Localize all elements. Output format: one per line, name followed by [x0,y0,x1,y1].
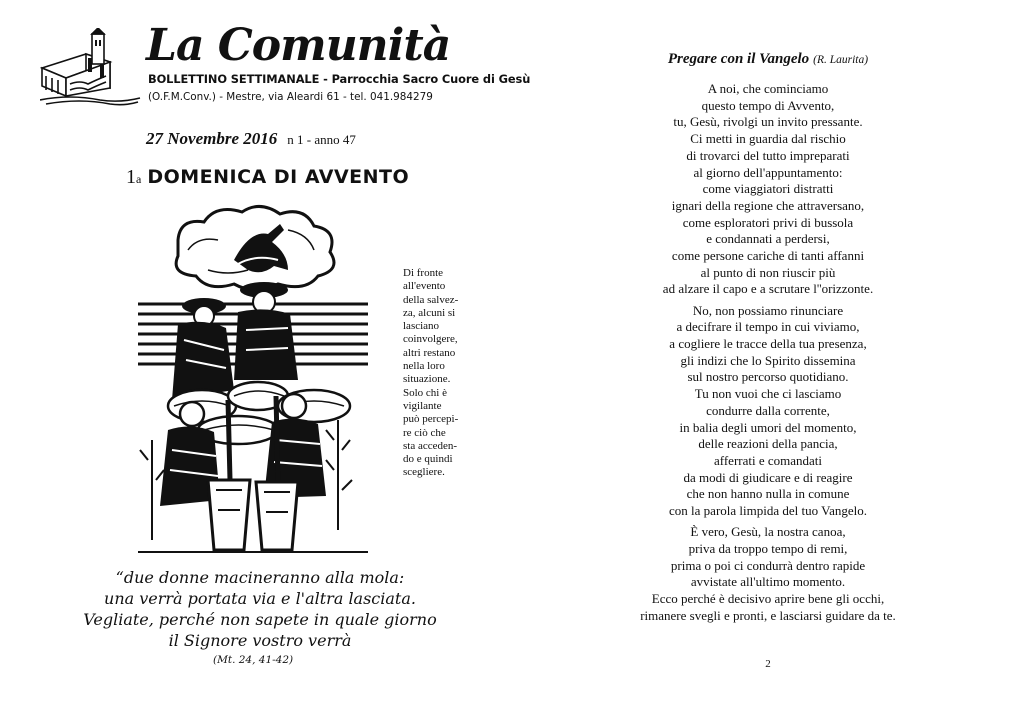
caption-line: do e quindi [403,453,453,466]
poem-line: in balia degli umori del momento, [679,419,857,435]
poem-line: Ci metti in guardia dal rischio [690,131,846,147]
masthead [40,20,531,108]
poem-line: afferrati e comandati [713,452,823,468]
caption-line: coinvolgere, [403,333,458,346]
poem-line: prima o poi ci condurrà dentro rapide [670,557,866,573]
poem-line: al giorno dell'appuntamento: [693,164,843,180]
prayer-title-text: Pregare con il Vangelo [667,51,810,67]
poem-line: ad alzare il capo e a scrutare l''orizzonte. [662,281,874,297]
poem-line: Ecco perché è decisivo aprire bene gli occhi, [651,591,885,607]
poem-line: da modi di giudicare e di reagire [683,469,853,485]
caption-line: Di fronte [403,267,444,279]
church-logo-icon [40,28,144,106]
issue-number: n 1 - anno 47 [287,132,356,147]
caption-line: sta acceden- [403,439,458,452]
caption-line: altri restano [403,346,456,359]
quote-line: Vegliate, perché non sapete in quale giorno [83,610,437,629]
poem-line: avvistate all'ultimo momento. [690,574,846,590]
poem-line: ignari della regione che attraversano, [671,197,865,213]
poem-line: a cogliere le tracce della tua presenza, [669,336,867,352]
prayer-title [512,50,1024,68]
issue-dateline [146,129,356,149]
poem-line: al punto di non riuscir più [700,264,836,280]
caption-line: za, alcuni si [403,306,456,319]
poem-line: come persone cariche di tanti affanni [671,248,865,264]
poem-line: sul nostro percorso quotidiano. [687,369,849,385]
caption-line: può percepi- [403,413,459,426]
quote-line: “due donne macineranno alla mola: [115,568,405,587]
heading-number: 1 [126,166,136,188]
heading-text: DOMENICA DI AVVENTO [147,166,410,188]
poem-line: condurre dalla corrente, [706,402,830,418]
caption-line: lasciano [403,320,440,333]
poem-line: con la parola limpida del tuo Vangelo. [669,503,867,519]
masthead-title: La Comunità [146,20,451,71]
illustration-caption [403,267,483,480]
poem-line: e condannati a perdersi, [706,231,830,247]
poem-line: tu, Gesù, rivolgi un invito pressante. [673,114,863,130]
gospel-quote [60,567,460,651]
poem-line: No, non possiamo rinunciare [692,302,844,318]
quote-reference: (Mt. 24, 41-42) [213,654,294,666]
masthead-subtitle: BOLLETTINO SETTIMANALE - Parrocchia Sacro Cuore di Gesù [148,72,531,86]
poem-line: È vero, Gesù, la nostra canoa, [690,524,846,540]
poem-line: come viaggiatori distratti [702,181,834,197]
stanza [512,303,1024,520]
poem-line: priva da troppo tempo di remi, [688,540,848,556]
poem-line: gli indizi che lo Spirito dissemina [680,352,856,368]
heading-suffix: a [136,172,142,186]
stanza [512,81,1024,298]
poem-line: a decifrare il tempo in cui viviamo, [676,319,860,335]
quote-line: una verrà portata via e l'altra lasciata. [104,589,416,608]
right-page [512,0,1024,724]
masthead-address: (O.F.M.Conv.) - Mestre, via Aleardi 61 - tel. 041.984279 [148,91,433,103]
poem-line: Tu non vuoi che ci lasciamo [694,386,842,402]
prayer-author: (R. Laurita) [813,54,869,66]
caption-line: della salvez- [403,293,459,306]
page-number: 2 [765,658,771,670]
caption-line: vigilante [403,399,442,412]
poem-line: rimanere svegli e pronti, e lasciarsi guidare da te. [640,607,896,623]
prayer-text [512,81,1024,629]
section-heading [126,166,409,189]
poem-line: delle reazioni della pancia, [698,436,838,452]
poem-line: che non hanno nulla in comune [686,486,850,502]
stanza [512,524,1024,624]
poem-line: A noi, che cominciamo [707,81,829,96]
caption-line: all'evento [403,280,446,293]
caption-line: nella loro [403,360,445,373]
poem-line: di trovarci del tutto impreparati [686,147,850,163]
woodcut-illustration-icon [138,200,368,558]
poem-line: questo tempo di Avvento, [701,97,835,113]
caption-line: Solo chi è [403,386,447,399]
caption-line: scegliere. [403,466,445,479]
issue-date: 27 Novembre 2016 [146,129,278,148]
caption-line: situazione. [403,373,451,386]
poem-line: come esploratori privi di bussola [682,214,854,230]
caption-line: re ciò che [403,426,446,439]
quote-line: il Signore vostro verrà [168,631,352,650]
